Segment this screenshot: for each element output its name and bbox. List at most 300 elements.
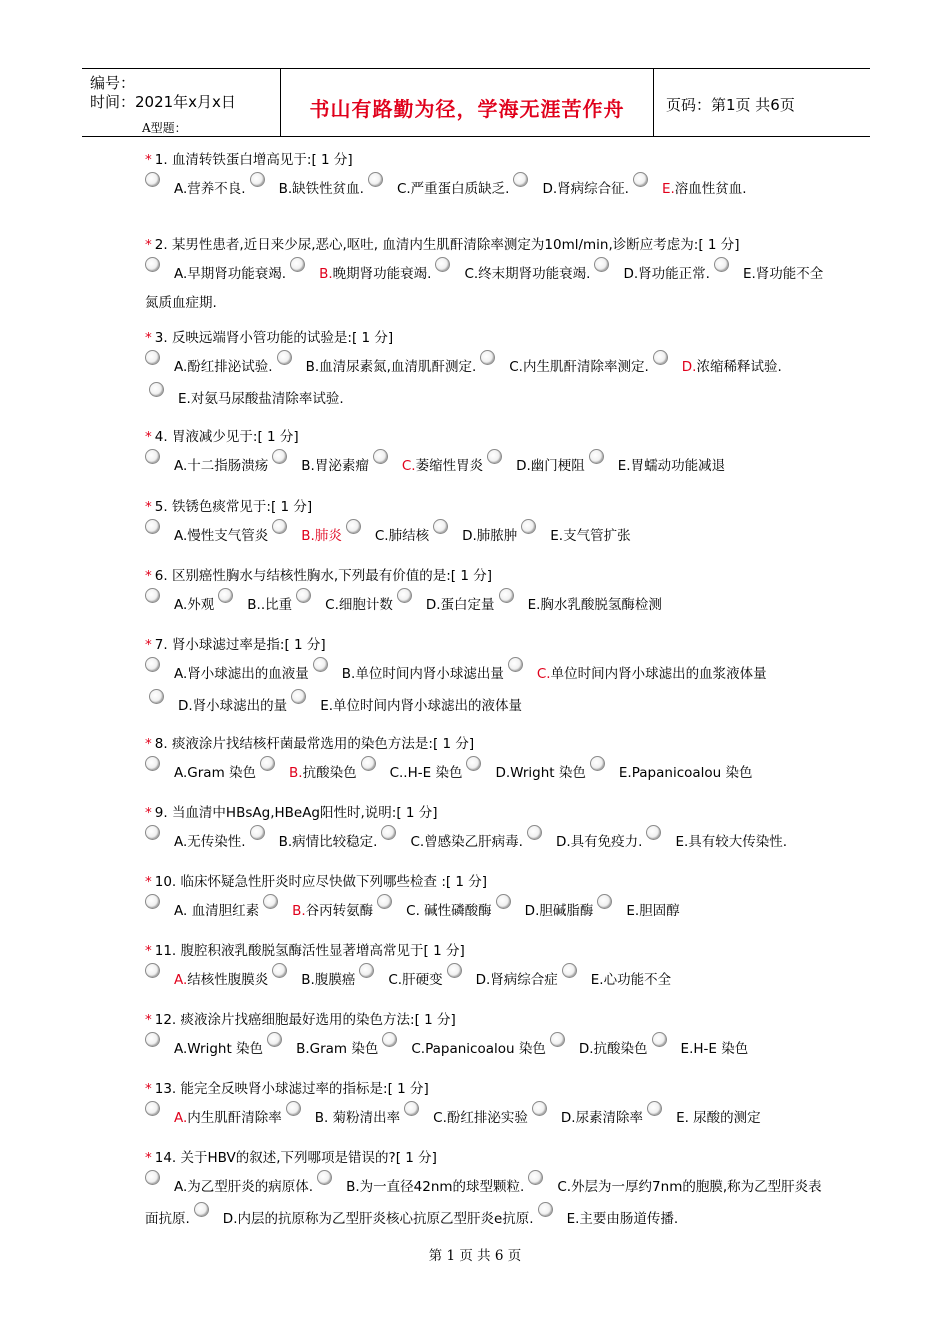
option-a[interactable] xyxy=(145,458,268,474)
option-text: 内层的抗原称为乙型肝炎核心抗原乙型肝炎e抗原. xyxy=(237,1211,534,1227)
radio-button[interactable] xyxy=(277,350,292,365)
option-text: 胆碱脂酶 xyxy=(539,903,594,919)
option-b[interactable] xyxy=(268,528,342,544)
radio-button[interactable] xyxy=(267,1032,282,1047)
option-c[interactable] xyxy=(476,359,649,375)
option-letter: E. xyxy=(617,458,631,474)
required-star: * xyxy=(145,943,152,959)
option-c[interactable] xyxy=(357,765,463,781)
option-b[interactable] xyxy=(263,1041,378,1057)
radio-button[interactable] xyxy=(373,449,388,464)
option-text: Gram 染色 xyxy=(309,1041,379,1057)
radio-button[interactable] xyxy=(594,257,609,272)
question-2 xyxy=(145,235,825,318)
option-letter: B. xyxy=(278,181,293,197)
radio-button[interactable] xyxy=(145,172,160,187)
option-b[interactable] xyxy=(282,1110,400,1126)
radio-button[interactable] xyxy=(496,894,511,909)
question-title xyxy=(145,803,825,823)
option-letter: A. xyxy=(174,528,188,544)
radio-button[interactable] xyxy=(513,172,528,187)
option-letter: D. xyxy=(524,903,540,919)
option-text: 曾感染乙肝病毒. xyxy=(424,834,523,850)
question-number: 11. xyxy=(154,943,177,959)
motto: 书山有路勤为径，学海无涯苦作舟 xyxy=(309,97,625,121)
option-letter: E. xyxy=(590,972,604,988)
option-e[interactable] xyxy=(558,972,671,988)
option-letter: D. xyxy=(555,834,571,850)
option-letter: A. xyxy=(174,458,188,474)
option-letter: B. xyxy=(292,903,306,919)
option-e[interactable] xyxy=(287,698,522,714)
option-e[interactable] xyxy=(495,597,662,613)
option-text: 腹膜癌 xyxy=(314,972,356,988)
option-text: 外观 xyxy=(187,597,215,613)
radio-button[interactable] xyxy=(145,825,160,840)
radio-button[interactable] xyxy=(145,1032,160,1047)
option-a[interactable] xyxy=(145,1179,313,1195)
option-letter: B. xyxy=(301,528,315,544)
option-text: 营养不良. xyxy=(187,181,246,197)
radio-button[interactable] xyxy=(590,756,605,771)
option-text: 比重 xyxy=(265,597,293,613)
option-d[interactable] xyxy=(492,903,594,919)
radio-button[interactable] xyxy=(653,350,668,365)
option-letter: C. xyxy=(388,972,403,988)
option-b[interactable] xyxy=(286,266,431,282)
option-list xyxy=(145,963,825,995)
question-stem: 反映远端肾小管功能的试验是:[ 1 分] xyxy=(171,330,394,346)
option-list xyxy=(145,894,825,926)
option-b[interactable] xyxy=(214,597,292,613)
option-letter: E. xyxy=(618,765,632,781)
option-e[interactable] xyxy=(145,391,344,407)
radio-button[interactable] xyxy=(286,1101,301,1116)
radio-button[interactable] xyxy=(145,350,160,365)
question-stem: 腹腔积液乳酸脱氢酶活性显著增高常见于[ 1 分] xyxy=(180,943,465,959)
option-d[interactable] xyxy=(429,528,517,544)
option-text: H-E 染色 xyxy=(407,765,463,781)
radio-button[interactable] xyxy=(145,657,160,672)
option-letter: C. xyxy=(433,1110,447,1126)
question-title xyxy=(145,427,825,447)
option-letter: E. xyxy=(680,1041,694,1057)
option-text: 终末期肾功能衰竭. xyxy=(478,266,591,282)
option-list xyxy=(145,756,825,788)
radio-button[interactable] xyxy=(714,257,729,272)
question-stem: 当血清中HBsAg,HBeAg阳性时,说明:[ 1 分] xyxy=(171,805,438,821)
radio-button[interactable] xyxy=(272,449,287,464)
option-letter: D. xyxy=(425,597,441,613)
option-text: Papanicoalou 染色 xyxy=(631,765,753,781)
option-text: 为乙型肝炎的病原体. xyxy=(187,1179,314,1195)
radio-button[interactable] xyxy=(499,588,514,603)
option-a[interactable] xyxy=(145,765,256,781)
question-14 xyxy=(145,1148,825,1234)
radio-button[interactable] xyxy=(272,963,287,978)
radio-button[interactable] xyxy=(527,825,542,840)
radio-button[interactable] xyxy=(145,1170,160,1185)
radio-button[interactable] xyxy=(149,382,164,397)
question-stem: 能完全反映肾小球滤过率的指标是:[ 1 分] xyxy=(180,1081,429,1097)
option-letter: A. xyxy=(174,597,188,613)
option-d[interactable] xyxy=(523,834,642,850)
radio-button[interactable] xyxy=(404,1101,419,1116)
option-list xyxy=(145,519,825,551)
option-b[interactable] xyxy=(246,181,364,197)
option-e[interactable] xyxy=(585,458,725,474)
question-8 xyxy=(145,734,825,788)
option-letter: D. xyxy=(578,1041,594,1057)
option-list xyxy=(145,825,825,857)
option-list xyxy=(145,1170,825,1234)
option-text: 尿素清除率 xyxy=(575,1110,644,1126)
question-stem: 关于HBV的叙述,下列哪项是错误的?[ 1 分] xyxy=(180,1150,437,1166)
option-text: 肾小球滤出的血液量 xyxy=(187,666,309,682)
option-letter: B. xyxy=(305,359,320,375)
option-letter: D. xyxy=(495,765,511,781)
option-d[interactable] xyxy=(483,458,585,474)
option-c[interactable] xyxy=(369,458,483,474)
radio-button[interactable] xyxy=(250,825,265,840)
option-c[interactable] xyxy=(342,528,429,544)
radio-button[interactable] xyxy=(647,1101,662,1116)
section-heading: A型题： xyxy=(142,121,187,135)
question-title xyxy=(145,328,825,348)
option-letter: E. xyxy=(675,834,689,850)
option-letter: A. xyxy=(174,903,188,919)
required-star: * xyxy=(145,330,152,346)
option-text: 胃蠕动功能减退 xyxy=(630,458,726,474)
radio-button[interactable] xyxy=(550,1032,565,1047)
option-text: 外层为一厚约7nm的胞膜,称为乙型肝炎表面抗原. xyxy=(145,1179,822,1227)
option-a[interactable] xyxy=(145,597,214,613)
option-a[interactable] xyxy=(145,1110,282,1126)
option-text: 肺脓肿 xyxy=(476,528,518,544)
radio-button[interactable] xyxy=(447,963,462,978)
question-number: 1. xyxy=(154,152,168,168)
option-e[interactable] xyxy=(642,834,787,850)
option-e[interactable] xyxy=(517,528,630,544)
question-title xyxy=(145,150,825,170)
option-b[interactable] xyxy=(259,903,373,919)
option-c[interactable] xyxy=(377,834,523,850)
option-letter: E. xyxy=(550,528,564,544)
radio-button[interactable] xyxy=(260,756,275,771)
option-text: Gram 染色 xyxy=(187,765,257,781)
option-text: 对氨马尿酸盐清除率试验. xyxy=(190,391,344,407)
question-number: 12. xyxy=(154,1012,177,1028)
option-letter: E. xyxy=(661,181,675,197)
required-star: * xyxy=(145,429,152,445)
radio-button[interactable] xyxy=(359,963,374,978)
option-a[interactable] xyxy=(145,666,309,682)
option-a[interactable] xyxy=(145,1041,263,1057)
option-text: 心功能不全 xyxy=(603,972,672,988)
option-letter: A. xyxy=(174,1110,188,1126)
option-text: 结核性腹膜炎 xyxy=(187,972,269,988)
option-d[interactable] xyxy=(462,765,585,781)
option-d[interactable] xyxy=(590,266,709,282)
option-a[interactable] xyxy=(145,528,268,544)
radio-button[interactable] xyxy=(145,257,160,272)
option-letter: C. xyxy=(401,458,416,474)
option-text: 缺铁性贫血. xyxy=(292,181,364,197)
option-d[interactable] xyxy=(190,1211,534,1227)
option-e[interactable] xyxy=(648,1041,749,1057)
radio-button[interactable] xyxy=(291,689,306,704)
option-d[interactable] xyxy=(528,1110,643,1126)
option-text: 主要由肠道传播. xyxy=(579,1211,679,1227)
required-star: * xyxy=(145,237,152,253)
option-text: 肾小球滤出的量 xyxy=(192,698,288,714)
question-7 xyxy=(145,635,825,721)
option-e[interactable] xyxy=(629,181,747,197)
radio-button[interactable] xyxy=(145,588,160,603)
option-letter: E. xyxy=(566,1211,580,1227)
radio-button[interactable] xyxy=(480,350,495,365)
option-letter: E. xyxy=(742,266,756,282)
radio-button[interactable] xyxy=(368,172,383,187)
radio-button[interactable] xyxy=(466,756,481,771)
option-a[interactable] xyxy=(145,181,246,197)
question-3 xyxy=(145,328,825,414)
question-title xyxy=(145,941,825,961)
radio-button[interactable] xyxy=(381,825,396,840)
option-text: 肾功能正常. xyxy=(638,266,710,282)
radio-button[interactable] xyxy=(538,1202,553,1217)
option-list xyxy=(145,1032,825,1064)
radio-button[interactable] xyxy=(652,1032,667,1047)
option-letter: A. xyxy=(174,666,188,682)
option-d[interactable] xyxy=(393,597,495,613)
option-text: 内生肌酐清除率 xyxy=(187,1110,282,1126)
radio-button[interactable] xyxy=(145,756,160,771)
option-text: Wright 染色 xyxy=(187,1041,264,1057)
radio-button[interactable] xyxy=(145,963,160,978)
option-c[interactable] xyxy=(504,666,767,682)
document-number: 编号： xyxy=(90,74,136,92)
question-title xyxy=(145,566,825,586)
option-a[interactable] xyxy=(145,972,268,988)
radio-button[interactable] xyxy=(597,894,612,909)
radio-button[interactable] xyxy=(521,519,536,534)
option-c[interactable] xyxy=(364,181,510,197)
question-number: 8. xyxy=(154,736,168,752)
radio-button[interactable] xyxy=(562,963,577,978)
option-b[interactable] xyxy=(268,458,369,474)
question-stem: 痰液涂片找结核杆菌最常选用的染色方法是:[ 1 分] xyxy=(171,736,475,752)
radio-button[interactable] xyxy=(145,1101,160,1116)
option-c[interactable] xyxy=(400,1110,528,1126)
question-number: 3. xyxy=(154,330,168,346)
option-letter: C. xyxy=(509,359,523,375)
option-letter: D. xyxy=(222,1211,238,1227)
option-b[interactable] xyxy=(309,666,504,682)
radio-button[interactable] xyxy=(532,1101,547,1116)
radio-button[interactable] xyxy=(346,519,361,534)
radio-button[interactable] xyxy=(313,657,328,672)
radio-button[interactable] xyxy=(487,449,502,464)
option-letter: A. xyxy=(174,972,188,988)
option-list xyxy=(145,1101,825,1133)
option-letter: D. xyxy=(516,458,531,474)
option-text: Papanicoalou 染色 xyxy=(425,1041,546,1057)
radio-button[interactable] xyxy=(435,257,450,272)
option-b[interactable] xyxy=(268,972,355,988)
option-c[interactable] xyxy=(373,903,492,919)
option-text: 血清胆红素 xyxy=(187,903,260,919)
option-d[interactable] xyxy=(546,1041,648,1057)
option-text: 尿酸的测定 xyxy=(688,1110,761,1126)
option-text: 碱性磷酸酶 xyxy=(419,903,492,919)
option-list xyxy=(145,449,825,481)
question-stem: 某男性患者,近日来少尿,恶心,呕吐, 血清内生肌酐清除率测定为10ml/min,诊断应考虑为:[ 1 分] xyxy=(171,237,740,253)
radio-button[interactable] xyxy=(290,257,305,272)
required-star: * xyxy=(145,874,152,890)
option-a[interactable] xyxy=(145,266,286,282)
option-text: 肾病综合症 xyxy=(490,972,558,988)
required-star: * xyxy=(145,568,152,584)
required-star: * xyxy=(145,736,152,752)
question-13 xyxy=(145,1079,825,1133)
radio-button[interactable] xyxy=(317,1170,332,1185)
radio-button[interactable] xyxy=(194,1202,209,1217)
header-right-cell xyxy=(654,69,870,136)
option-letter: C. xyxy=(536,666,551,682)
radio-button[interactable] xyxy=(272,519,287,534)
option-text: 肺炎 xyxy=(314,528,342,544)
option-text: 具有较大传染性. xyxy=(688,834,788,850)
option-e[interactable] xyxy=(643,1110,761,1126)
question-1 xyxy=(145,150,825,204)
radio-button[interactable] xyxy=(589,449,604,464)
radio-button[interactable] xyxy=(361,756,376,771)
radio-button[interactable] xyxy=(263,894,278,909)
option-text: 胸水乳酸脱氢酶检测 xyxy=(540,597,662,613)
question-9 xyxy=(145,803,825,857)
option-text: Wright 染色 xyxy=(510,765,586,781)
option-a[interactable] xyxy=(145,903,259,919)
question-stem: 区别癌性胸水与结核性胸水,下列最有价值的是:[ 1 分] xyxy=(171,568,492,584)
option-a[interactable] xyxy=(145,359,273,375)
option-letter: D. xyxy=(560,1110,576,1126)
option-letter: A. xyxy=(174,834,188,850)
option-d[interactable] xyxy=(649,359,782,375)
option-e[interactable] xyxy=(534,1211,679,1227)
radio-button[interactable] xyxy=(145,519,160,534)
required-star: * xyxy=(145,805,152,821)
question-4 xyxy=(145,427,825,481)
question-number: 10. xyxy=(154,874,177,890)
option-c[interactable] xyxy=(355,972,442,988)
option-b[interactable] xyxy=(256,765,357,781)
option-letter: E. xyxy=(676,1110,689,1126)
option-list xyxy=(145,657,825,721)
option-letter: B. xyxy=(301,972,315,988)
radio-button[interactable] xyxy=(528,1170,543,1185)
radio-button[interactable] xyxy=(145,449,160,464)
option-letter: D. xyxy=(623,266,639,282)
required-star: * xyxy=(145,1150,152,1166)
option-letter: C. xyxy=(464,266,479,282)
radio-button[interactable] xyxy=(646,825,661,840)
option-text: 胃泌素瘤 xyxy=(314,458,369,474)
option-b[interactable] xyxy=(246,834,378,850)
question-title xyxy=(145,635,825,655)
option-b[interactable] xyxy=(313,1179,524,1195)
option-text: 病情比较稳定. xyxy=(292,834,378,850)
option-e[interactable] xyxy=(593,903,679,919)
radio-button[interactable] xyxy=(296,588,311,603)
option-letter: E. xyxy=(527,597,541,613)
required-star: * xyxy=(145,1012,152,1028)
option-letter: B.. xyxy=(247,597,266,613)
question-number: 6. xyxy=(154,568,168,584)
option-list xyxy=(145,588,825,620)
option-c[interactable] xyxy=(431,266,590,282)
radio-button[interactable] xyxy=(377,894,392,909)
option-text: 蛋白定量 xyxy=(440,597,495,613)
option-text: 严重蛋白质缺乏. xyxy=(410,181,510,197)
option-letter: C. xyxy=(374,528,389,544)
option-letter: C. xyxy=(410,834,425,850)
page-footer: 第 1 页 共 6 页 xyxy=(428,1248,522,1264)
question-stem: 痰液涂片找癌细胞最好选用的染色方法:[ 1 分] xyxy=(180,1012,456,1028)
option-list xyxy=(145,172,825,204)
option-c[interactable] xyxy=(292,597,393,613)
radio-button[interactable] xyxy=(633,172,648,187)
radio-button[interactable] xyxy=(250,172,265,187)
option-letter: A. xyxy=(174,765,188,781)
page-header xyxy=(82,68,870,137)
option-list xyxy=(145,350,825,414)
question-10 xyxy=(145,872,825,926)
option-text: 浓缩稀释试验. xyxy=(696,359,782,375)
option-text: 支气管扩张 xyxy=(563,528,631,544)
option-text: 内生肌酐清除率测定. xyxy=(522,359,649,375)
option-letter: E. xyxy=(626,903,640,919)
option-letter: D. xyxy=(681,359,697,375)
option-text: 抗酸染色 xyxy=(302,765,357,781)
radio-button[interactable] xyxy=(508,657,523,672)
radio-button[interactable] xyxy=(218,588,233,603)
option-letter: C.. xyxy=(389,765,408,781)
radio-button[interactable] xyxy=(397,588,412,603)
option-b[interactable] xyxy=(273,359,477,375)
radio-button[interactable] xyxy=(433,519,448,534)
option-a[interactable] xyxy=(145,834,246,850)
question-number: 14. xyxy=(154,1150,177,1166)
option-text: 细胞计数 xyxy=(338,597,393,613)
option-d[interactable] xyxy=(145,698,287,714)
question-title xyxy=(145,1148,825,1168)
option-d[interactable] xyxy=(509,181,628,197)
option-letter: C. xyxy=(557,1179,572,1195)
option-letter: B. xyxy=(296,1041,310,1057)
radio-button[interactable] xyxy=(382,1032,397,1047)
option-d[interactable] xyxy=(443,972,558,988)
radio-button[interactable] xyxy=(149,689,164,704)
option-letter: B. xyxy=(278,834,293,850)
question-12 xyxy=(145,1010,825,1064)
radio-button[interactable] xyxy=(145,894,160,909)
option-e[interactable] xyxy=(586,765,753,781)
required-star: * xyxy=(145,499,152,515)
option-c[interactable] xyxy=(378,1041,546,1057)
question-number: 13. xyxy=(154,1081,177,1097)
option-text: 晚期肾功能衰竭. xyxy=(332,266,432,282)
